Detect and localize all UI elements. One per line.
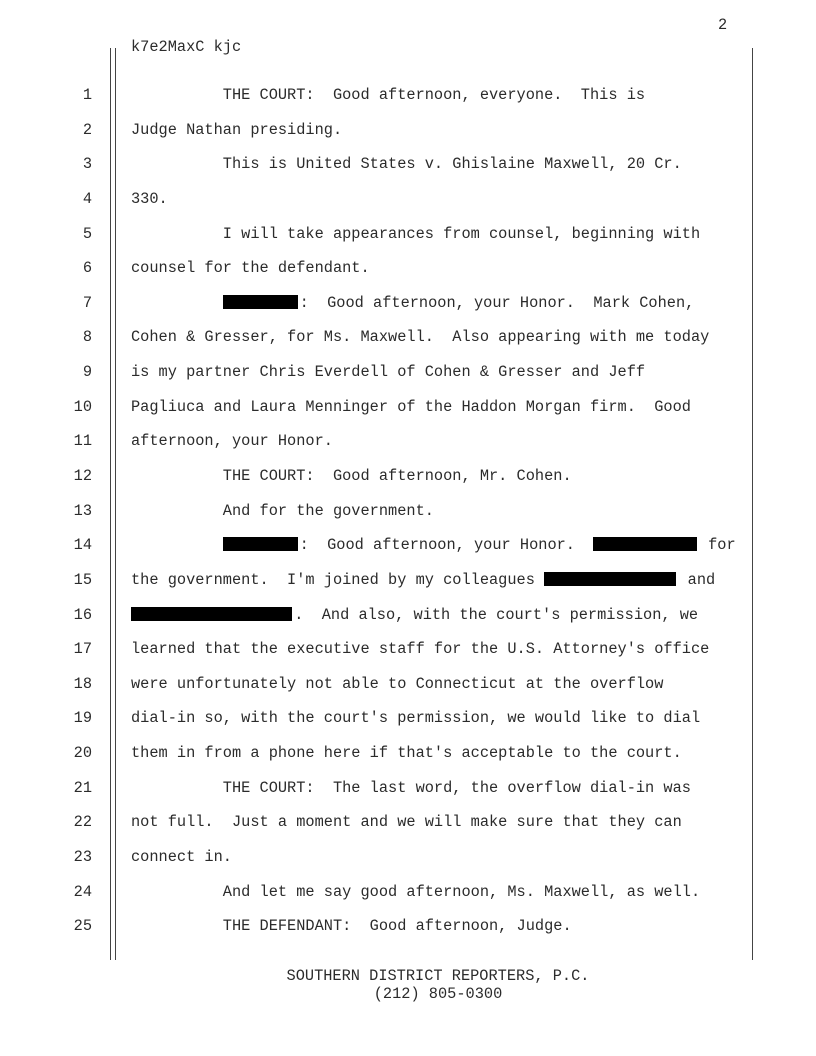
transcript-text: : Good afternoon, your Honor.: [299, 536, 594, 555]
transcript-text: counsel for the defendant.: [131, 259, 370, 278]
transcript-text: learned that the executive staff for the U.S. Attorney's office: [131, 640, 710, 659]
transcript-text: Pagliuca and Laura Menninger of the Haddon Morgan firm. Good: [131, 397, 691, 416]
footer-phone: (212) 805-0300: [373, 985, 503, 1003]
header-code: k7e2MaxC kjc: [131, 38, 242, 56]
transcript-line: [131, 640, 709, 658]
transcript-text: And let me say good afternoon, Ms. Maxwell, as well.: [131, 882, 701, 901]
line-number: 8: [82, 328, 92, 347]
transcript-line: [131, 606, 698, 624]
line-number: 18: [73, 674, 92, 693]
transcript-text: Cohen & Gresser, for Ms. Maxwell. Also appearing with me today: [131, 328, 710, 347]
redaction-bar: [544, 572, 676, 586]
transcript-line: [131, 883, 700, 901]
line-number: 5: [82, 224, 92, 243]
line-number: 20: [73, 744, 92, 762]
transcript-line: [131, 502, 434, 520]
transcript-text: And for the government.: [131, 501, 434, 520]
transcript-line: [131, 709, 700, 727]
transcript-text: not full. Just a moment and we will make sure that they can: [131, 813, 682, 832]
left-margin-rule-outer: [110, 48, 111, 960]
transcript-text: connect in.: [131, 847, 232, 866]
right-margin-rule: [752, 48, 753, 960]
transcript-line: [131, 190, 168, 208]
line-number: 2: [82, 120, 92, 139]
line-number: 11: [73, 432, 92, 451]
transcript-text: were unfortunately not able to Connecticut at the overflow: [131, 674, 664, 693]
line-number: 23: [73, 847, 92, 866]
line-number: 24: [73, 882, 92, 901]
transcript-line: [131, 675, 663, 693]
transcript-text: [131, 294, 223, 312]
transcript-text: [131, 536, 223, 554]
transcript-text: THE COURT: Good afternoon, everyone. This is: [131, 86, 646, 104]
line-number: 22: [73, 813, 92, 832]
transcript-text: and: [678, 570, 716, 589]
transcript-line: [131, 536, 736, 554]
transcript-line: [131, 259, 370, 277]
line-number: 10: [73, 397, 92, 416]
line-number: 14: [73, 536, 92, 555]
transcript-text: : Good afternoon, your Honor. Mark Cohen,: [299, 293, 695, 312]
line-number: 12: [73, 466, 92, 485]
transcript-text: . And also, with the court's permission, we: [294, 605, 699, 624]
line-number: 21: [73, 778, 92, 797]
transcript-line: [131, 467, 572, 485]
redaction-bar: [223, 537, 298, 551]
line-number: 7: [82, 293, 92, 312]
transcript-line: [131, 294, 694, 312]
line-number: 9: [82, 363, 92, 381]
line-number: 4: [82, 189, 92, 208]
transcript-line: [131, 744, 682, 762]
transcript-line: [131, 86, 645, 104]
transcript-text: afternoon, your Honor.: [131, 432, 333, 451]
footer-reporter: SOUTHERN DISTRICT REPORTERS, P.C.: [286, 967, 590, 985]
transcript-line: [131, 917, 572, 935]
line-number: 1: [82, 86, 92, 104]
transcript-text: 330.: [131, 189, 168, 208]
line-number: 17: [73, 640, 92, 659]
line-number: 13: [73, 501, 92, 520]
transcript-line: [131, 363, 645, 381]
redaction-bar: [131, 607, 292, 621]
line-number: 3: [82, 155, 92, 174]
transcript-line: [131, 432, 333, 450]
transcript-line: [131, 813, 682, 831]
transcript-text: for: [698, 536, 736, 555]
transcript-text: Judge Nathan presiding.: [131, 120, 343, 139]
transcript-text: them in from a phone here if that's acceptable to the court.: [131, 744, 682, 762]
transcript-line: [131, 398, 691, 416]
left-margin-rule-inner: [115, 48, 116, 960]
line-number: 15: [73, 570, 92, 589]
transcript-line: [131, 155, 682, 173]
transcript-text: THE COURT: The last word, the overflow dial-in was: [131, 778, 691, 797]
transcript-text: This is United States v. Ghislaine Maxwell, 20 Cr.: [131, 155, 682, 174]
transcript-line: [131, 571, 715, 589]
line-number: 6: [82, 259, 92, 278]
redaction-bar: [593, 537, 697, 551]
redaction-bar: [223, 295, 298, 309]
line-number: 16: [73, 605, 92, 624]
transcript-text: the government. I'm joined by my colleagues: [131, 570, 545, 589]
page-number: 2: [718, 16, 728, 34]
line-number: 25: [73, 917, 92, 936]
line-number: 19: [73, 709, 92, 728]
transcript-line: [131, 121, 342, 139]
transcript-text: THE COURT: Good afternoon, Mr. Cohen.: [131, 466, 572, 485]
transcript-text: I will take appearances from counsel, beginning with: [131, 224, 701, 243]
transcript-line: [131, 225, 700, 243]
transcript-line: [131, 779, 691, 797]
transcript-line: [131, 328, 709, 346]
transcript-text: is my partner Chris Everdell of Cohen & Gresser and Jeff: [131, 363, 646, 381]
transcript-line: [131, 848, 232, 866]
transcript-text: THE DEFENDANT: Good afternoon, Judge.: [131, 917, 572, 936]
transcript-text: dial-in so, with the court's permission, we would like to dial: [131, 709, 701, 728]
